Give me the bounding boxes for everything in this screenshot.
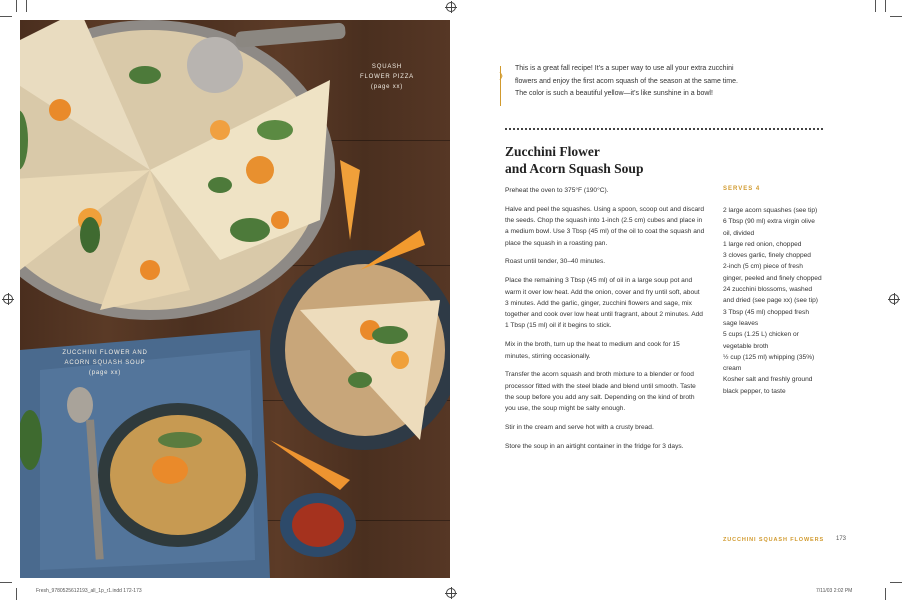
print-slug-right: 7/11/03 2:02 PM xyxy=(816,588,853,594)
crop-mark xyxy=(26,0,27,12)
ingredient-item: 2 large acorn squashes (see tip) xyxy=(723,207,818,214)
method-step: Transfer the acorn squash and broth mixture to a blender or food processor fitted with the steel blade and blend until smooth. Taste the soup before you add any salt. Depending on the kind of broth you use, the soup might be salty enough. xyxy=(505,371,696,413)
ingredient-item: 3 Tbsp (45 ml) chopped fresh sage leaves xyxy=(723,308,810,327)
ingredient-item: 3 cloves garlic, finely chopped xyxy=(723,252,811,260)
method-step: Preheat the oven to 375°F (190°C). xyxy=(505,187,609,194)
crop-mark xyxy=(885,0,886,12)
registration-mark-icon xyxy=(3,294,13,304)
recipe-title-line: and Acorn Squash Soup xyxy=(505,161,644,176)
print-slug-left: Fresh_9780525612193_all_1p_r1.indd 172-173 xyxy=(36,588,142,594)
ingredient-list xyxy=(723,205,823,397)
recipe-intro: This is a great fall recipe! It’s a super way to use all your extra zucchini flowers and enjoy the first acorn squash of the season at the same time. The color is such a beautiful yellow—it’s like sunshine in a bowl! xyxy=(515,65,738,97)
food-illustration xyxy=(20,20,450,578)
registration-mark-icon xyxy=(446,588,456,598)
method-step: Store the soup in an airtight container in the fridge for 3 days. xyxy=(505,442,684,450)
soup-caption-line: (page xx) xyxy=(88,370,122,376)
crop-mark xyxy=(16,588,17,600)
ingredient-item: 5 cups (1.25 L) chicken or vegetable broth xyxy=(723,331,799,350)
crop-mark xyxy=(16,0,17,12)
crop-mark xyxy=(885,588,886,600)
serves-label: SERVES 4 xyxy=(723,186,761,192)
soup-caption xyxy=(40,348,170,378)
recipe-title-line: Zucchini Flower xyxy=(505,144,600,159)
dotted-divider xyxy=(505,128,823,130)
pizza-caption-line: FLOWER PIZZA xyxy=(360,74,414,80)
recipe-title xyxy=(505,143,725,177)
ingredient-item: 24 zucchini blossoms, washed and dried (see page xx) (see tip) xyxy=(723,286,818,305)
ingredient-item: Kosher salt and freshly ground black pepper, to taste xyxy=(723,376,813,395)
registration-mark-icon xyxy=(889,294,899,304)
food-photo xyxy=(20,20,450,578)
intro-accent-bar xyxy=(500,66,505,106)
ingredient-item: 1 large red onion, chopped xyxy=(723,240,802,248)
soup-caption-line: ZUCCHINI FLOWER AND xyxy=(62,350,148,356)
crop-mark xyxy=(0,582,12,583)
soup-caption-line: ACORN SQUASH SOUP xyxy=(64,360,146,366)
pizza-caption xyxy=(342,62,432,92)
ingredient-item: ½ cup (125 ml) whipping (35%) cream xyxy=(723,353,815,373)
crop-mark xyxy=(0,16,12,17)
ingredient-item: 2-inch (5 cm) piece of fresh ginger, peeled and finely chopped xyxy=(723,263,822,282)
pizza-caption-line: SQUASH xyxy=(371,64,403,70)
method-step: Halve and peel the squashes. Using a spoon, scoop out and discard the seeds. Chop the squash into 1-inch (2.5 cm) cubes and place in a medium bowl. Use 3 Tbsp (45 ml) of the oil to coat the squash and place the squash in a roasting pan. xyxy=(505,205,705,247)
page-number: 173 xyxy=(836,536,847,542)
crop-mark xyxy=(875,0,876,12)
method-step: Place the remaining 3 Tbsp (45 ml) of oil in a large soup pot and warm it over low heat. Add the onion, cover and fry until soft, about 3 minutes. Add the garlic, ginger, zucchini flowers and sage, mix together and cook over low heat until fragrant, about 2 minutes. Add 1 Tbsp (15 ml) oil if it begins to stick. xyxy=(505,277,703,330)
method-steps xyxy=(505,185,705,460)
pizza-caption-line: (page xx) xyxy=(370,84,404,90)
crop-mark xyxy=(890,582,902,583)
running-footer-chapter: ZUCCHINI SQUASH FLOWERS xyxy=(723,537,825,543)
ingredient-item: 6 Tbsp (90 ml) extra virgin olive oil, divided xyxy=(723,218,815,237)
method-step: Mix in the broth, turn up the heat to medium and cook for 15 minutes, stirring occasionally. xyxy=(505,341,680,360)
method-step: Stir in the cream and serve hot with a crusty bread. xyxy=(505,424,654,432)
crop-mark xyxy=(890,16,902,17)
method-step: Roast until tender, 30–40 minutes. xyxy=(505,258,606,266)
registration-mark-icon xyxy=(446,2,456,12)
